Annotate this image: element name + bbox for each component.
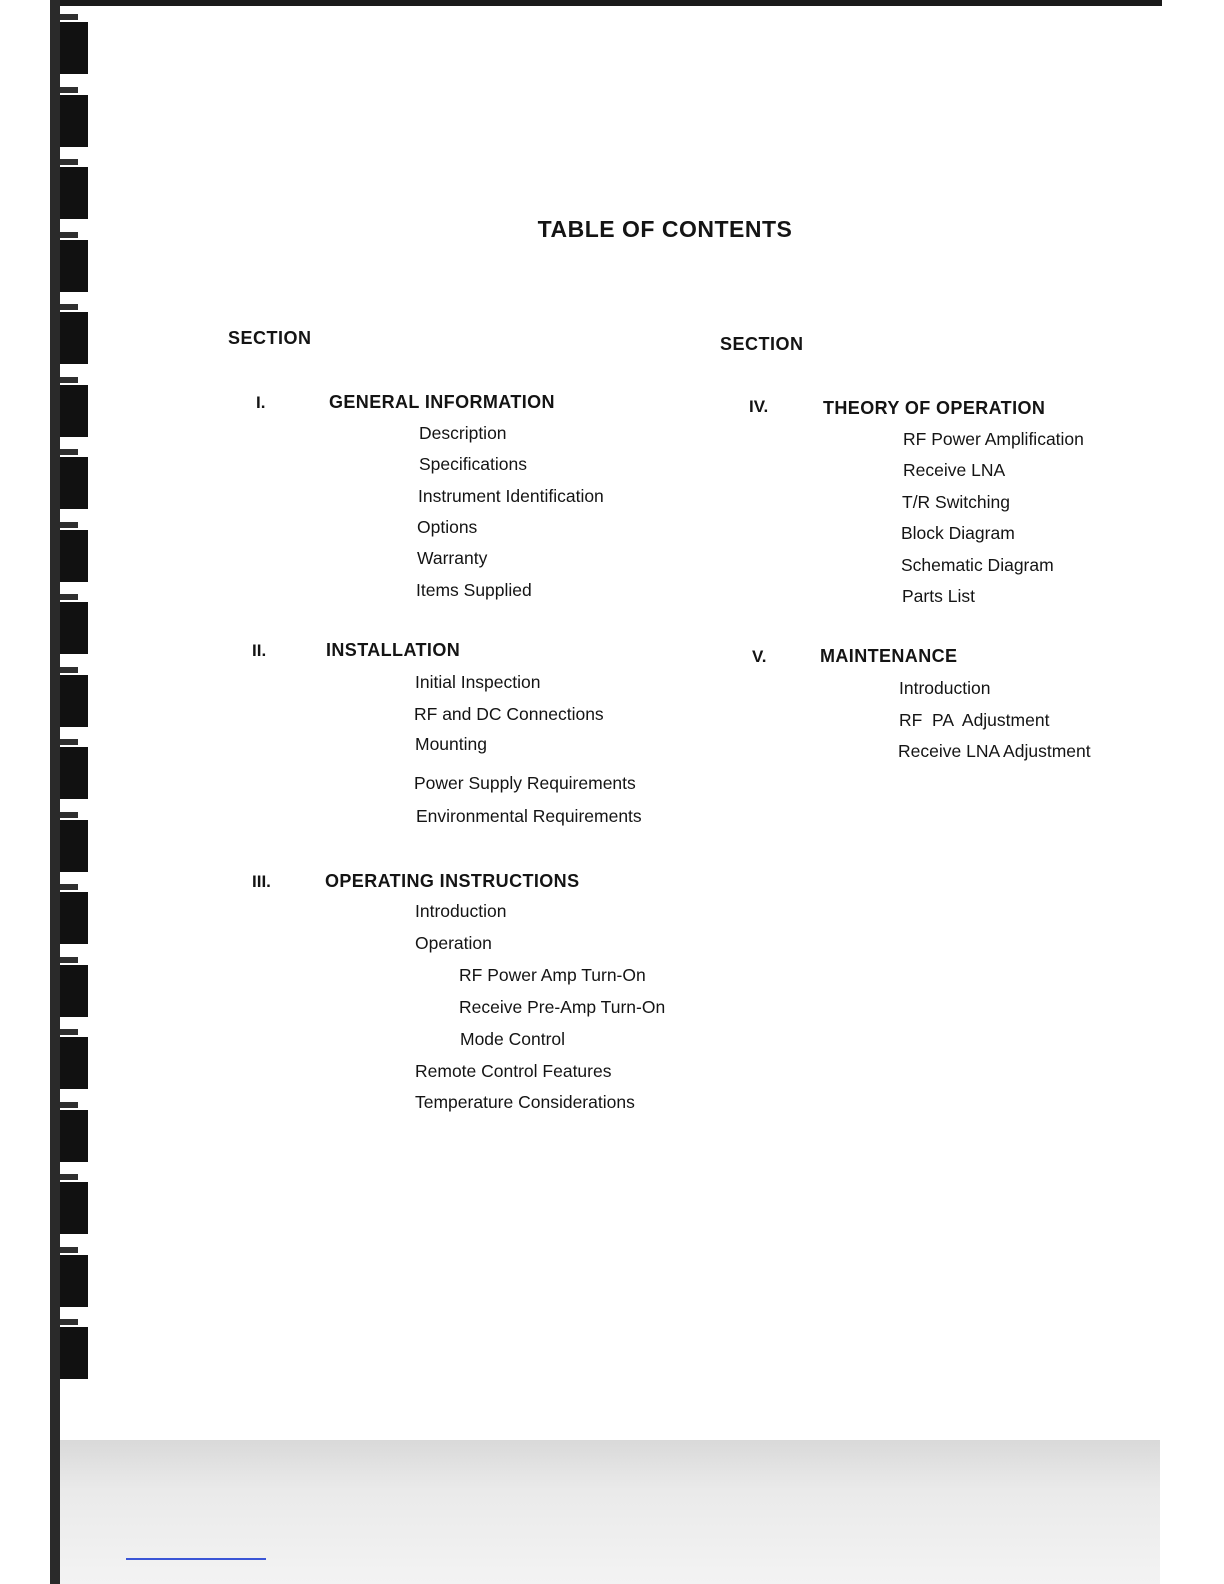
section-3-numeral: III. xyxy=(252,872,271,891)
toc-entry: Initial Inspection xyxy=(415,672,541,692)
toc-entry: Schematic Diagram xyxy=(901,555,1054,575)
binding-hole-edge xyxy=(60,812,78,818)
binding-hole-edge xyxy=(60,377,78,383)
toc-entry: RF and DC Connections xyxy=(414,704,604,724)
binding-hole-edge xyxy=(60,14,78,20)
binding-hole xyxy=(60,820,88,872)
toc-entry: Warranty xyxy=(417,548,488,568)
section-3-title: OPERATING INSTRUCTIONS xyxy=(325,871,580,891)
binding-hole xyxy=(60,457,88,509)
toc-entry: Parts List xyxy=(902,586,975,606)
section-4-title: THEORY OF OPERATION xyxy=(823,398,1046,418)
binding-hole xyxy=(60,167,88,219)
scan-bottom-shadow xyxy=(60,1440,1160,1584)
toc-entry: Options xyxy=(417,517,478,537)
toc-entry: RF PA Adjustment xyxy=(899,710,1050,730)
toc-entry: Introduction xyxy=(899,678,991,698)
binding-hole xyxy=(60,892,88,944)
binding-hole xyxy=(60,1110,88,1162)
toc-entry: Power Supply Requirements xyxy=(414,773,636,793)
section-4-numeral: IV. xyxy=(749,397,769,416)
binding-hole-edge xyxy=(60,159,78,165)
binding-hole-edge xyxy=(60,667,78,673)
binding-hole-edge xyxy=(60,87,78,93)
toc-entry: Remote Control Features xyxy=(415,1061,612,1081)
scan-top-edge xyxy=(50,0,1162,6)
binding-hole xyxy=(60,530,88,582)
binding-hole-edge xyxy=(60,1247,78,1253)
binding-hole-edge xyxy=(60,1174,78,1180)
section-2-numeral: II. xyxy=(252,641,267,660)
toc-subentry: Mode Control xyxy=(460,1029,566,1049)
binding-hole-edge xyxy=(60,1102,78,1108)
binding-hole xyxy=(60,95,88,147)
binding-hole xyxy=(60,240,88,292)
binding-hole xyxy=(60,1327,88,1379)
binding-hole-edge xyxy=(60,449,78,455)
blue-underline-mark xyxy=(126,1558,266,1560)
binding-hole xyxy=(60,22,88,74)
binding-hole-edge xyxy=(60,957,78,963)
section-5-numeral: V. xyxy=(752,647,767,666)
binding-hole-edge xyxy=(60,884,78,890)
binding-hole xyxy=(60,965,88,1017)
toc-entry: Specifications xyxy=(419,454,527,474)
binding-hole xyxy=(60,312,88,364)
toc-entry: Block Diagram xyxy=(901,523,1015,543)
toc-entry: Receive LNA Adjustment xyxy=(898,741,1091,761)
toc-entry: Mounting xyxy=(415,734,487,754)
toc-entry: T/R Switching xyxy=(902,492,1010,512)
binding-hole-edge xyxy=(60,304,78,310)
binding-hole xyxy=(60,1182,88,1234)
section-2-title: INSTALLATION xyxy=(326,640,461,660)
binding-hole xyxy=(60,1037,88,1089)
toc-entry: Receive LNA xyxy=(903,460,1006,480)
toc-subentry: Receive Pre-Amp Turn-On xyxy=(459,997,666,1017)
toc-entry: Items Supplied xyxy=(416,580,532,600)
section-column-header-left: SECTION xyxy=(228,328,312,348)
binding-hole xyxy=(60,385,88,437)
toc-entry: Temperature Considerations xyxy=(415,1092,635,1112)
toc-entry: RF Power Amplification xyxy=(903,429,1084,449)
toc-subentry: RF Power Amp Turn-On xyxy=(459,965,646,985)
binding-hole-edge xyxy=(60,1319,78,1325)
toc-entry: Operation xyxy=(415,933,492,953)
binding-hole-edge xyxy=(60,1029,78,1035)
section-1-title: GENERAL INFORMATION xyxy=(329,392,555,412)
binding-hole xyxy=(60,602,88,654)
binding-hole xyxy=(60,747,88,799)
binding-hole xyxy=(60,675,88,727)
toc-entry: Description xyxy=(419,423,507,443)
toc-entry: Environmental Requirements xyxy=(416,806,642,826)
binding-hole-edge xyxy=(60,522,78,528)
page-title: TABLE OF CONTENTS xyxy=(537,216,793,242)
section-5-title: MAINTENANCE xyxy=(820,646,958,666)
toc-entry: Instrument Identification xyxy=(418,486,604,506)
section-1-numeral: I. xyxy=(256,393,266,412)
binding-hole xyxy=(60,1255,88,1307)
binding-hole-edge xyxy=(60,739,78,745)
binding-hole-edge xyxy=(60,594,78,600)
section-column-header-right: SECTION xyxy=(720,334,804,354)
toc-entry: Introduction xyxy=(415,901,507,921)
